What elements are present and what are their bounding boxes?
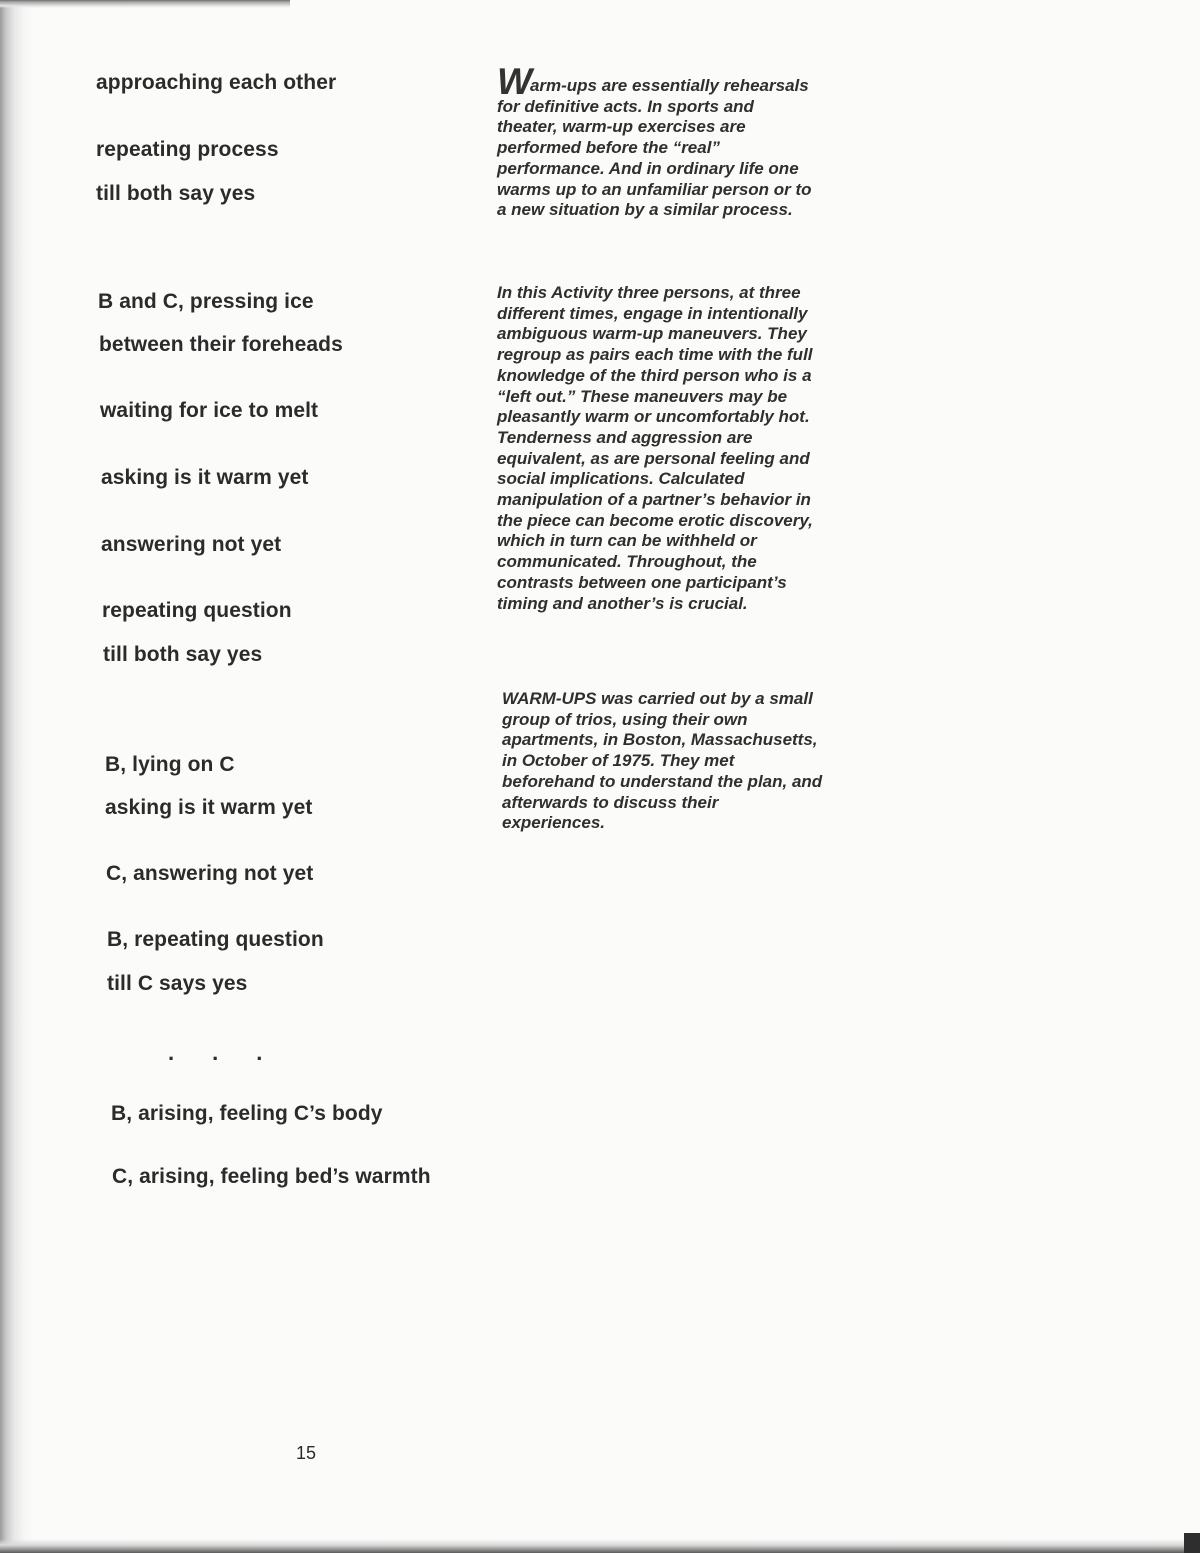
binding-shadow	[0, 0, 34, 1553]
score-line: between their foreheads	[99, 333, 343, 356]
score-line: approaching each other	[96, 71, 337, 94]
score-line: B, arising, feeling C’s body	[111, 1102, 383, 1125]
score-line: B and C, pressing ice	[98, 290, 314, 313]
score-line: waiting for ice to melt	[100, 399, 319, 422]
score-line: repeating process	[96, 138, 279, 161]
drop-cap: W	[497, 61, 530, 102]
bottom-edge-shadow	[0, 1539, 1200, 1553]
history-paragraph: WARM-UPS was carried out by a small group of trios, using their own apartments, in Boston, Massachusetts, in October of 1975. They met beforehand to understand the plan, and afterwards to discuss their experiences.	[502, 689, 823, 833]
score-line: till both say yes	[103, 643, 263, 666]
score-line: till C says yes	[107, 972, 248, 995]
score-line: asking is it warm yet	[105, 796, 313, 819]
ellipsis-divider: ...	[168, 1040, 301, 1065]
score-line: C, arising, feeling bed’s warmth	[112, 1165, 431, 1188]
score-line: B, repeating question	[107, 928, 324, 951]
intro-paragraph	[497, 61, 819, 221]
score-line: asking is it warm yet	[101, 466, 309, 489]
score-line: B, lying on C	[105, 753, 235, 776]
intro-paragraph-text: arm-ups are essentially rehearsals for definitive acts. In sports and theater, warm-up exercises are performed before the “real” performance. And in ordinary life one warms up to an unfamiliar person or to a new situation by a similar process.	[497, 76, 812, 220]
page-number: 15	[296, 1443, 317, 1463]
score-line: C, answering not yet	[106, 862, 314, 885]
activity-description-paragraph: In this Activity three persons, at three different times, engage in intentionally ambiguous warm-up maneuvers. They regroup as pairs each time with the full knowledge of the third person who is a “left out.” These maneuvers may be pleasantly warm or uncomfortably hot. Tenderness and aggression are equivalent, as are personal feeling and social implications. Calculated manipulation of a partner’s behavior in the piece can become erotic discovery, which in turn can be withheld or communicated. Throughout, the contrasts between one participant’s timing and another’s is crucial.	[497, 283, 813, 613]
top-edge-shadow	[0, 0, 290, 8]
score-line: till both say yes	[96, 182, 256, 205]
bottom-corner-shadow	[1184, 1533, 1200, 1553]
score-line: answering not yet	[101, 533, 282, 556]
score-line: repeating question	[102, 599, 292, 622]
